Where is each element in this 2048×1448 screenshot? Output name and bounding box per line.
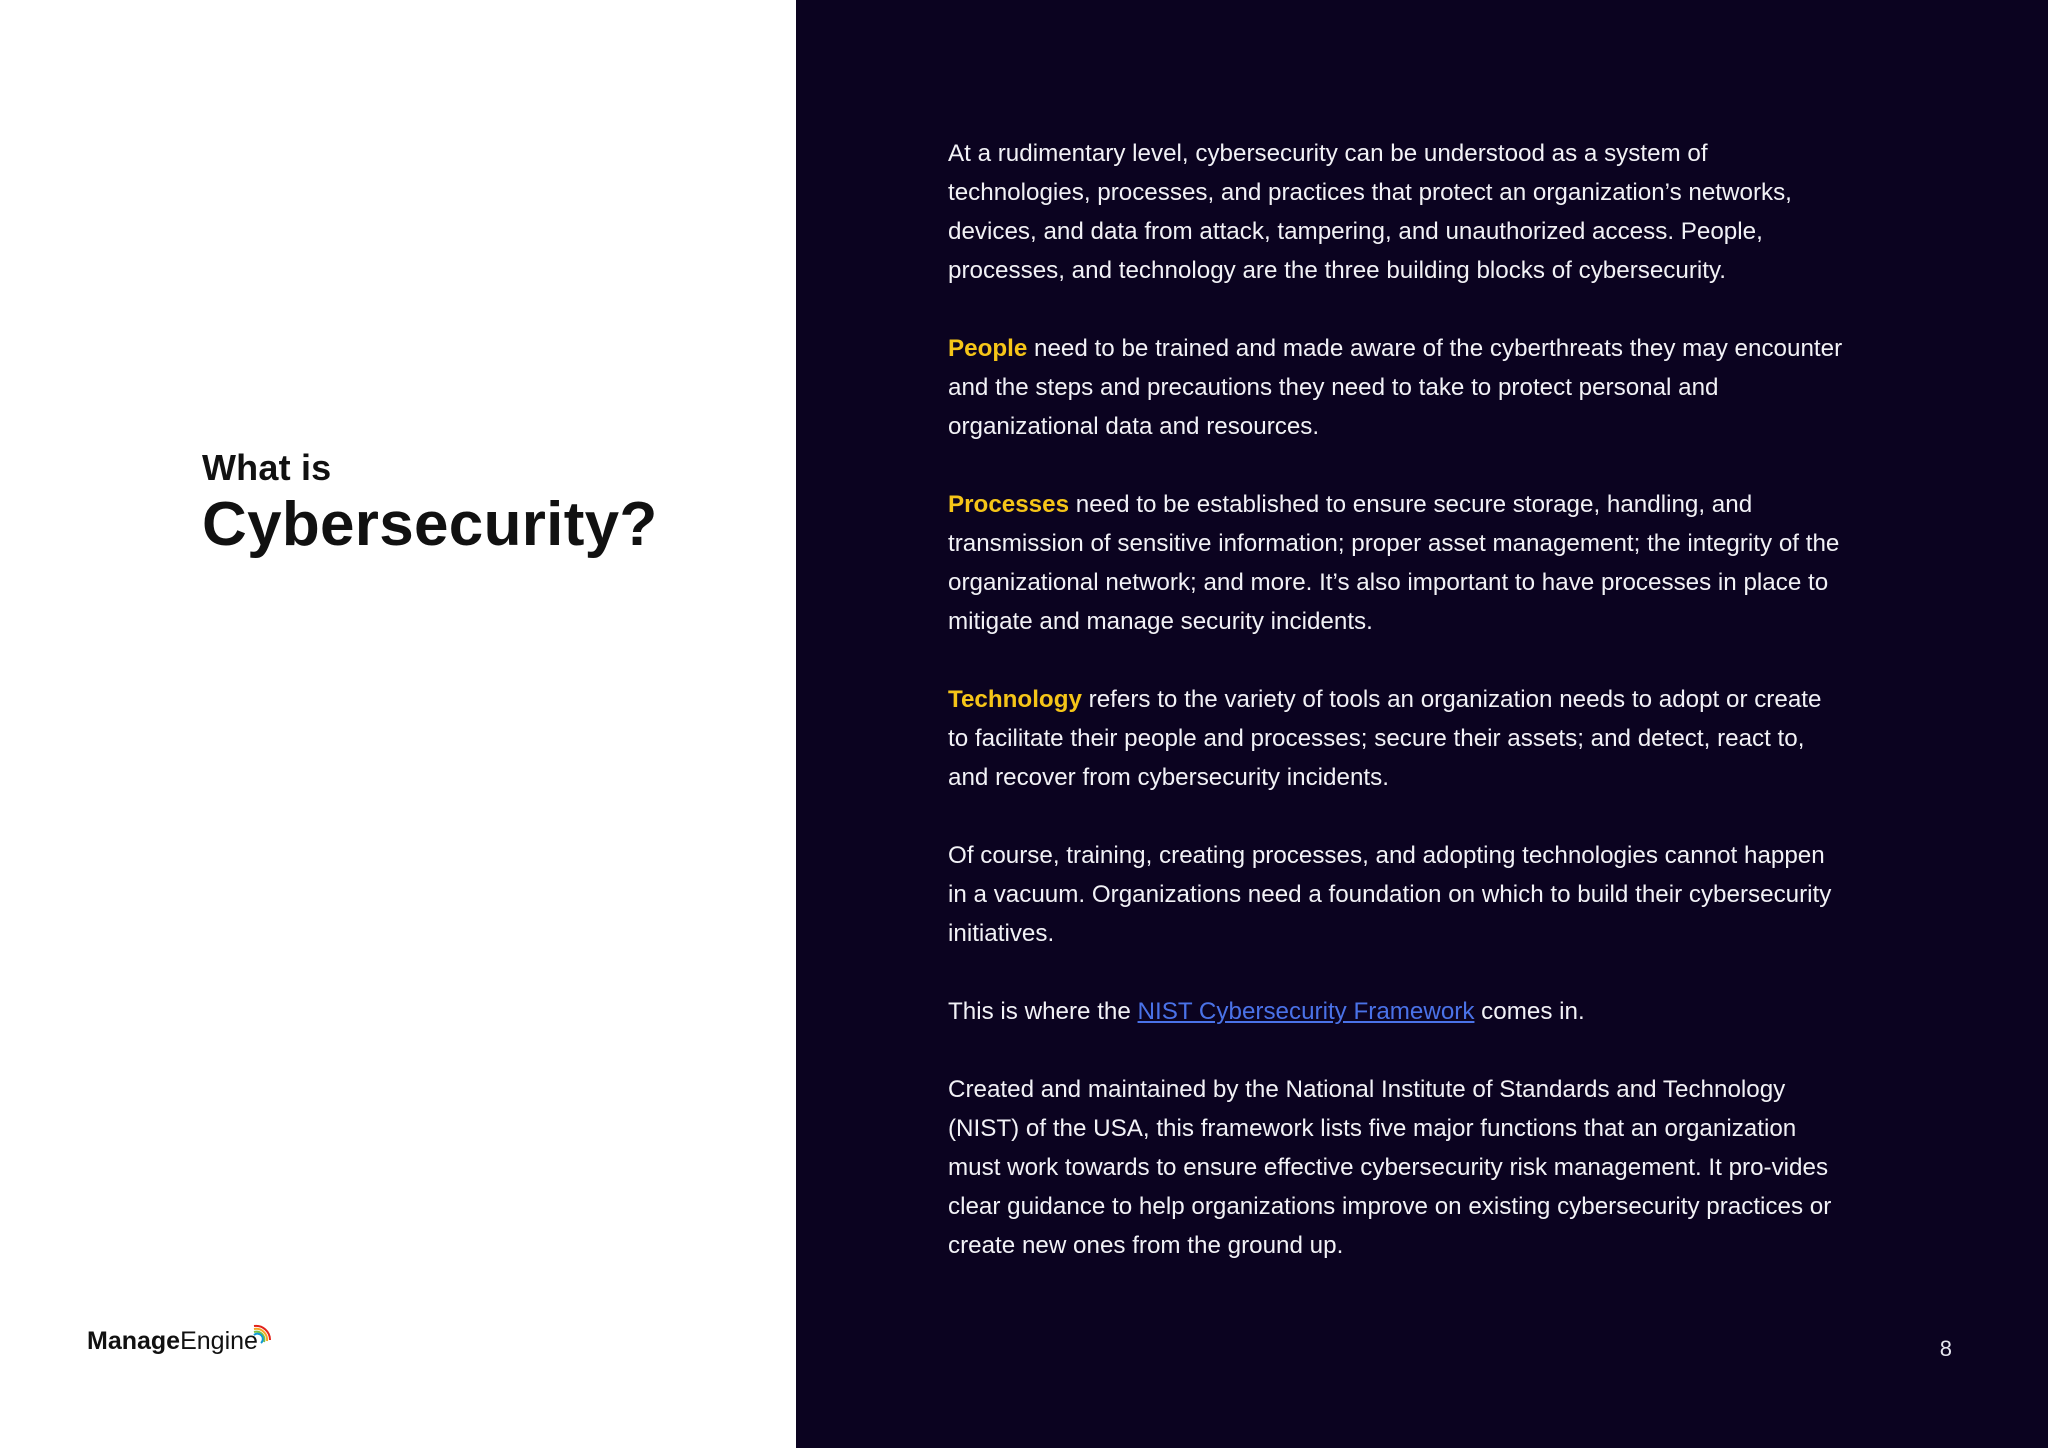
nist-prefix: This is where the xyxy=(948,998,1138,1025)
processes-text: need to be established to ensure secure storage, handling, and transmission of sensitive information; proper asset management; the integrity of the organizational network; and more. It’s also important to have processes in place to mitigate and manage security incidents. xyxy=(948,491,1840,635)
logo-text-bold: Manage xyxy=(87,1327,181,1355)
technology-paragraph xyxy=(948,680,1848,797)
nist-framework-link[interactable]: NIST Cybersecurity Framework xyxy=(1137,998,1475,1025)
processes-paragraph xyxy=(948,485,1848,641)
manageengine-logo xyxy=(87,1326,274,1356)
technology-term: Technology xyxy=(948,686,1082,713)
nist-suffix: comes in. xyxy=(1474,998,1585,1025)
people-term: People xyxy=(948,335,1028,362)
right-panel xyxy=(796,0,2048,1448)
intro-paragraph: At a rudimentary level, cybersecurity can be understood as a system of technologies, processes, and practices that protect an organization’s networks, devices, and data from attack, tampering, and unauthorized access. People, processes, and technology are the three building blocks of cybersecurity. xyxy=(948,140,1792,284)
nist-paragraph xyxy=(948,992,1848,1031)
page-heading xyxy=(202,446,658,560)
foundation-paragraph: Of course, training, creating processes, and adopting technologies cannot happen in a vacuum. Organizations need a foundation on which to build their cybersecurity initiatives. xyxy=(948,842,1832,947)
page-number: 8 xyxy=(1939,1336,1952,1361)
technology-text: refers to the variety of tools an organization needs to adopt or create to facilitate their people and processes; secure their assets; and detect, react to, and recover from cybersecurity incidents. xyxy=(948,686,1822,791)
people-text: need to be trained and made aware of the cyberthreats they may encounter and the steps and precautions they need to take to protect personal and organizational data and resources. xyxy=(948,335,1843,440)
processes-term: Processes xyxy=(948,491,1070,518)
people-paragraph xyxy=(948,329,1848,446)
logo-text-regular: Engine xyxy=(180,1327,258,1355)
heading-small: What is xyxy=(202,447,332,488)
rainbow-arc-icon xyxy=(252,1320,274,1346)
left-panel xyxy=(0,0,796,1448)
body-content xyxy=(948,134,1848,1304)
page-title: Cybersecurity? xyxy=(202,490,658,559)
closing-paragraph: Created and maintained by the National Institute of Standards and Technology (NIST) of the USA, this framework lists five major functions that an organization must work towards to ensure effective cybersecurity risk management. It pro-vides clear guidance to help organizations improve on existing cybersecurity practices or create new ones from the ground up. xyxy=(948,1076,1832,1259)
